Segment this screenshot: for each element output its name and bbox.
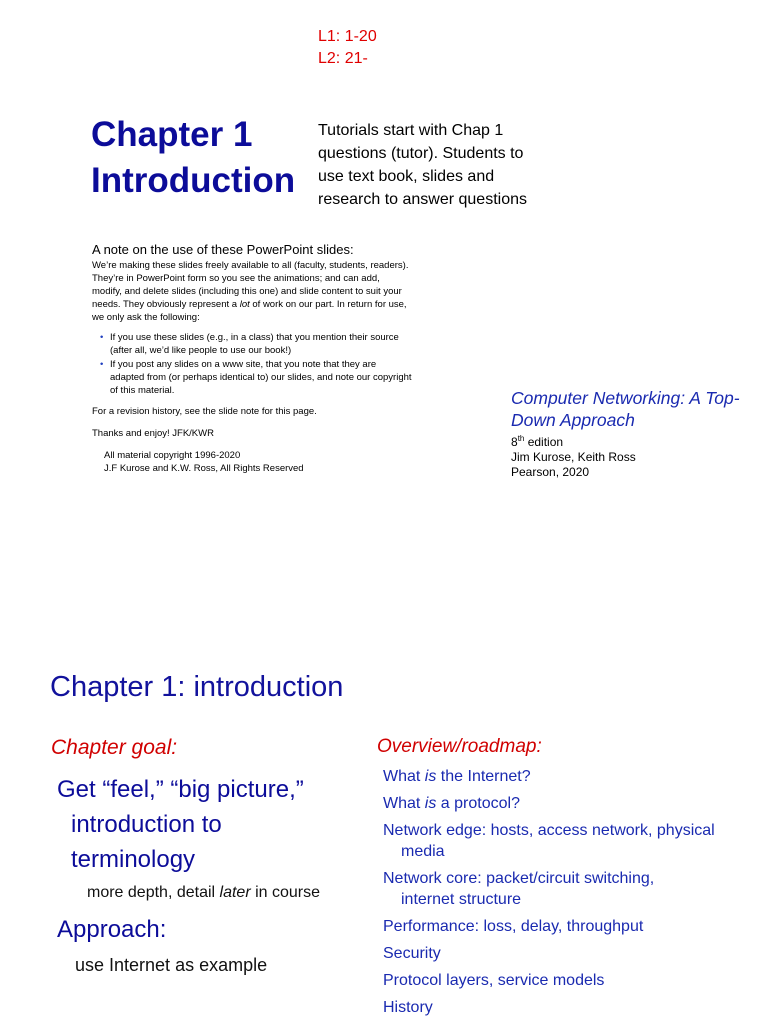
- book-edition: [511, 431, 761, 450]
- book-info: [511, 387, 761, 480]
- copyright-note: [92, 449, 412, 475]
- book-authors: Jim Kurose, Keith Ross: [511, 450, 636, 464]
- roadmap-emphasis: is: [424, 795, 437, 812]
- usage-note-bullet: • If you use these slides (e.g., in a class) that you mention their source (after all, we’d like people to use our book!): [110, 331, 412, 357]
- roadmap-emphasis: is: [424, 768, 437, 785]
- usage-note-paragraph: [92, 259, 412, 324]
- roadmap-item: [383, 820, 758, 862]
- roadmap-text: Protocol layers, service models: [383, 972, 605, 989]
- lecture-notes: [318, 26, 377, 70]
- roadmap-heading: Overview/roadmap:: [377, 736, 542, 757]
- edition-number: 8: [511, 435, 518, 449]
- usage-note: [92, 242, 412, 475]
- slide1-title-line2: Introduction: [91, 161, 296, 200]
- roadmap-item: [383, 997, 758, 1018]
- roadmap-item: [383, 970, 758, 991]
- roadmap-text: What: [383, 795, 425, 812]
- copyright-line2: J.F Kurose and K.W. Ross, All Rights Reserved: [104, 463, 304, 474]
- roadmap-text: History: [383, 999, 433, 1016]
- thanks-note: Thanks and enjoy! JFK/KWR: [92, 428, 214, 439]
- slide2-title: Chapter 1: introduction: [50, 671, 344, 703]
- depth-note: [87, 884, 320, 902]
- slide1-title-line1: Chapter 1: [91, 115, 253, 154]
- goal-line2: introduction to: [71, 811, 222, 838]
- usage-note-text-2: of work on our part. In return for use, we only ask the following:: [92, 299, 407, 323]
- usage-note-text-1: We’re making these slides freely available to all (faculty, students, readers). They’re in PowerPoint form so you see the animations; and can add, modify, and delete slides (including this one) and slide content to suit your needs. They obviously represent a: [92, 260, 409, 310]
- usage-note-bullets: [92, 331, 412, 397]
- roadmap-text: What: [383, 768, 425, 785]
- usage-note-heading: A note on the use of these PowerPoint slides:: [92, 242, 354, 257]
- usage-note-emphasis: lot: [239, 299, 250, 310]
- roadmap-text: Security: [383, 945, 441, 962]
- roadmap-text-continued: media: [401, 843, 445, 860]
- goal-line3: terminology: [71, 846, 196, 873]
- revision-note: For a revision history, see the slide note for this page.: [92, 406, 317, 417]
- roadmap-text: the Internet?: [436, 768, 531, 785]
- chapter-goal-text: [57, 772, 377, 877]
- roadmap-item: [383, 943, 758, 964]
- roadmap-text: a protocol?: [436, 795, 520, 812]
- tutorial-note: Tutorials start with Chap 1 questions (tutor). Students to use text book, slides and research to answer questions: [318, 122, 527, 208]
- lecture-note-l2: L2: 21-: [318, 50, 368, 67]
- goal-line1: Get “feel,” “big picture,”: [57, 776, 304, 803]
- lecture-note-l1: L1: 1-20: [318, 28, 377, 45]
- roadmap-list: [383, 766, 758, 1024]
- edition-word: edition: [524, 435, 564, 449]
- roadmap-item: [383, 793, 758, 814]
- roadmap-item: [383, 766, 758, 787]
- roadmap-text-continued: internet structure: [401, 891, 522, 908]
- chapter-goal-heading: Chapter goal:: [51, 736, 178, 759]
- book-publisher: Pearson, 2020: [511, 465, 590, 479]
- depth-text-2: in course: [250, 884, 321, 901]
- approach-text: use Internet as example: [75, 955, 268, 975]
- copyright-line1: All material copyright 1996-2020: [104, 450, 241, 461]
- roadmap-text: Network edge: hosts, access network, physical: [383, 822, 715, 839]
- roadmap-text: Network core: packet/circuit switching,: [383, 870, 655, 887]
- slide1-title: [91, 112, 295, 204]
- edition-suffix: th: [517, 434, 525, 443]
- roadmap-item: [383, 868, 758, 910]
- depth-text-1: more depth, detail: [87, 884, 220, 901]
- usage-note-bullet: • If you post any slides on a www site, that you note that they are adapted from (or perhaps identical to) our slides, and note our copyright of this material.: [110, 358, 412, 397]
- roadmap-item: [383, 916, 758, 937]
- depth-emphasis: later: [219, 884, 251, 901]
- roadmap-text: Performance: loss, delay, throughput: [383, 918, 644, 935]
- approach-heading: Approach:: [57, 916, 167, 943]
- book-title: Computer Networking: A Top-Down Approach: [511, 388, 740, 430]
